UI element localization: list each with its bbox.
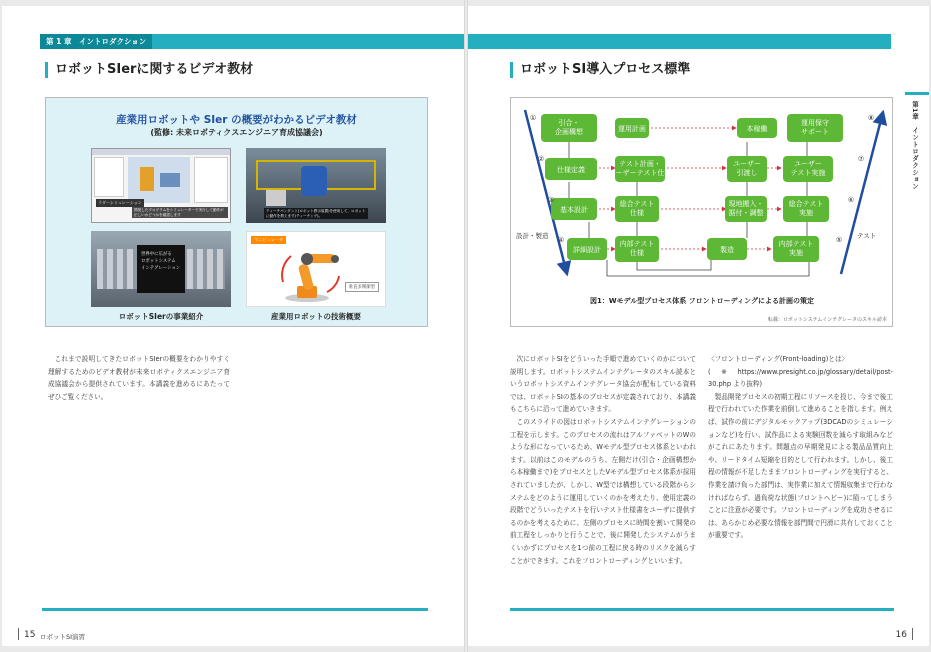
node-label: 総合テスト実施: [788, 200, 824, 217]
node-system-test-exec[interactable]: [783, 196, 829, 222]
section-title: ロボットSI導入プロセス標準: [510, 62, 690, 78]
step-number: ⑥: [847, 196, 855, 204]
w-model-svg: [511, 98, 893, 327]
thumb-robot-cell[interactable]: [246, 148, 386, 223]
node-label: 総合テスト仕様: [619, 200, 655, 217]
chapter-side-tab: 第1章 イントロダクション: [905, 92, 929, 192]
step-number: ⑦: [857, 155, 865, 163]
window-titlebar: [92, 149, 230, 155]
chapter-tag: 第 1 章 イントロダクション: [40, 34, 152, 49]
left-page: [2, 6, 464, 646]
node-label: 仕様定義: [557, 166, 585, 174]
caption-technology: 産業用ロボットの技術概要: [271, 312, 361, 321]
property-panel: [194, 157, 228, 203]
3d-viewport: [128, 157, 190, 203]
diagram-caption: 図1：Wモデル型プロセス体系 フロントローディングによる計画の策定: [590, 297, 814, 305]
design-label: 設計・製造: [516, 232, 549, 240]
factory-title-card: 世界中に広がる ロボットシステム インテグレーション: [137, 245, 185, 293]
manipulator-tag: マニピュレータ: [251, 236, 286, 244]
intro-paragraph: これまで説明してきたロボットSIerの概要をわかりやすく理解するためのビデオ教材が未来ロボティクスエンジニア育成協議会から提供されています。本講義を進めるにあたってぜひご覧ください。: [48, 355, 230, 401]
node-site-install[interactable]: [725, 196, 767, 222]
video-figure: [45, 97, 428, 327]
arm-type-label: 垂直多関節型: [345, 282, 379, 292]
node-label: 製造: [720, 246, 734, 254]
node-inquiry[interactable]: [541, 114, 597, 142]
node-label: 現地搬入・据付・調整: [728, 200, 764, 217]
thumb-factory[interactable]: [91, 231, 231, 307]
step-number: ④: [557, 236, 565, 244]
node-label: 基本設計: [560, 206, 588, 214]
chapter-bar: [40, 34, 464, 49]
step-number: ⑤: [835, 236, 843, 244]
page-number: 15: [24, 630, 36, 640]
body-column-1: 次にロボットSIをどういった手順で進めていくのかについて説明します。ロボットシステムインテグレータのスキル読本というロボットシステムインテグレータ協会が配布している資料では、ロボットSIの基本のプロセスが定義されており、本講義もこちらに沿って進めていきます。 このスライドの図はロボットシステムインテグレーションの工程を示します。このプロセスの流れはアルファベットのWのような形になっているため、Wモデル型プロセス体系といわれます。以前はこのモデルのうち、左側だけ(引合・企画構想から本稼働まで)をプロセスとしたVモデル型プロセス体系が採用されていましたが、しかし、W型では構想している段階からシステムをどのように運用していくのかを考えたり、使用定義の段階でどういったテストを行いテスト仕様書をユーザに提供するのかを考えるために、左側のプロセスに時間を割いて開発の前工程をしっかりと行うことで、後に開発したシステムがうまくいかずにプロセスを1つ前の工程に戻る時のリスクを減らすことができます。これをフロントローディングといいます。: [510, 355, 696, 565]
step-number: ①: [529, 114, 537, 122]
section-title: ロボットSIerに関するビデオ教材: [45, 62, 253, 78]
chapter-bar: [468, 34, 891, 49]
node-label: 運用計画: [618, 125, 646, 133]
node-user-test[interactable]: [783, 156, 833, 182]
node-system-test-spec[interactable]: [615, 196, 659, 222]
body-column-2: 〈フロントローディング(Front-loading)とは〉 (※https://www.presight.co.jp/glossary/detail/post-30.php より抜粋) 製品開発プロセスの初期工程にリソースを投じ、今まで後工程で行われていた作業を前倒して進めることを指します。例えば、試作の前にデジタルモックアップ(3DCADのシミュレーションなど)を行い、試作品による実験回数を減らす取組みなどがこれにあたります。問題点の早期発見による製品品質向上や、リードタイム短縮を目的として行われます。しかし、後工程の情報が不足したままフロントローディングを実行すると、作業を請け負った部門は、実作業に加えて情報収集まで行わなければならず、過負荷な状態(フロントヘビー)に陥ってしまうことに注意が必要です。フロントローディングを成功させるには、あらかじめ必要な情報を部門間で円滑に共有しておくことが重要です。: [708, 355, 893, 540]
test-arrow: [841, 112, 883, 274]
node-label: 内部テスト仕様: [619, 240, 655, 257]
node-label: 本稼働: [746, 125, 768, 133]
node-maintenance[interactable]: [787, 114, 843, 142]
node-spec-definition[interactable]: [545, 158, 597, 180]
test-label: テスト: [857, 232, 877, 240]
page-label: ロボットSI演習: [40, 633, 86, 641]
node-label: ユーザー引渡し: [733, 160, 761, 177]
video-heading: 産業用ロボットや SIer の概要がわかるビデオ教材: [116, 114, 357, 126]
node-label: テスト計画・ユーザーテスト仕様: [608, 160, 672, 177]
node-label: 詳細設計: [573, 246, 601, 254]
node-internal-test-exec[interactable]: [773, 236, 819, 262]
thumb-robot-arm[interactable]: [246, 231, 386, 307]
node-production[interactable]: [737, 118, 777, 138]
w-model-diagram: [510, 97, 893, 327]
footer-line: [510, 608, 894, 611]
page-number: 16: [895, 630, 907, 640]
step-number: ②: [537, 155, 545, 163]
node-user-handover[interactable]: [727, 156, 767, 182]
video-subheading: (監修: 未来ロボティクスエンジニア育成協議会): [150, 128, 323, 137]
cad-subtitle: 開発したプログラムをシミュレーターで実行して動作が正しいかどうかを確認します: [132, 207, 228, 218]
node-manufacturing[interactable]: [707, 238, 747, 260]
caption-business: ロボットSIerの事業紹介: [118, 312, 204, 321]
footer-line: [42, 608, 428, 611]
node-label: 引合・企画構想: [555, 119, 583, 136]
step-number: ⑧: [867, 114, 875, 122]
node-operation-plan[interactable]: [615, 118, 649, 138]
node-internal-test-spec[interactable]: [615, 236, 659, 262]
robot-body: [301, 166, 327, 196]
tree-panel: [94, 157, 124, 197]
node-label: 運用保守サポート: [801, 119, 829, 136]
cad-label: ラダーシミュレーション: [98, 200, 142, 205]
diagram-source: 転載：ロボットシステムインテグレータのスキル読本: [767, 317, 887, 323]
node-test-plan[interactable]: [609, 156, 672, 182]
right-page: [468, 6, 929, 646]
robot-label: ティーチペンダント(ロボット教示装置)を使用して、ロボットに動作を教えます(ティーチング)。: [264, 208, 368, 219]
node-detail-design[interactable]: [567, 238, 607, 260]
node-label: ユーザーテスト実施: [790, 160, 826, 177]
node-label: 内部テスト実施: [778, 240, 814, 257]
step-number: ③: [547, 196, 555, 204]
thumb-cad-simulation[interactable]: [91, 148, 231, 223]
node-basic-design[interactable]: [551, 198, 597, 220]
robot-arm-illustration: [277, 242, 347, 304]
